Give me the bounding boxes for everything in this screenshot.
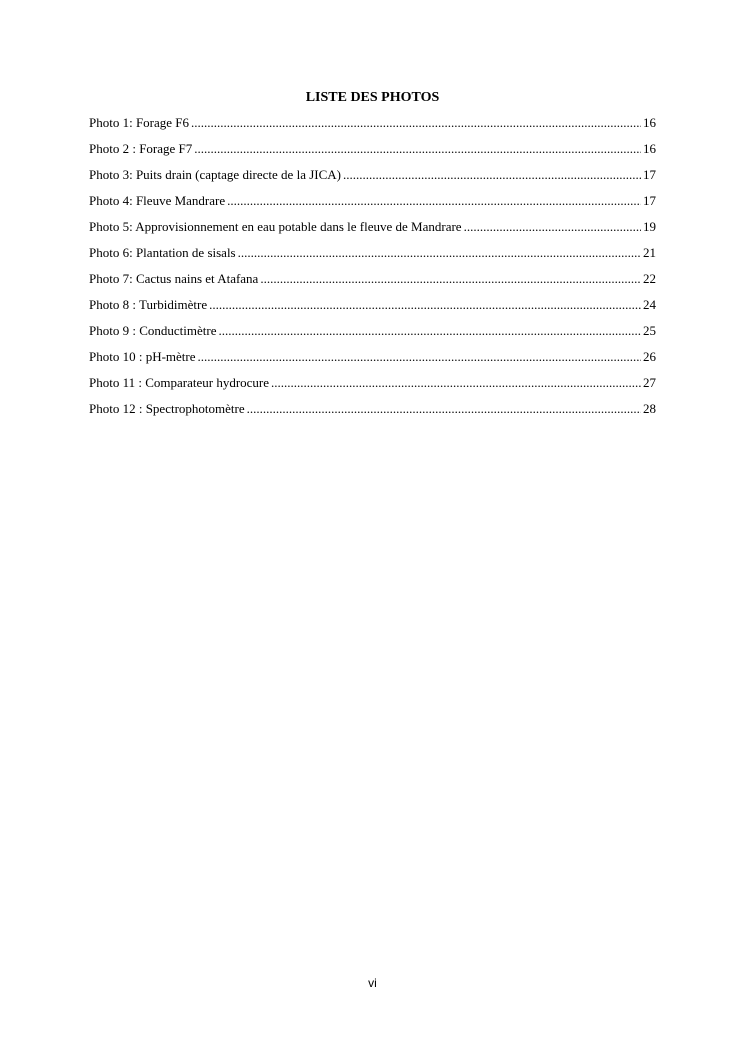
toc-entry[interactable] (89, 296, 656, 322)
dot-leader (464, 218, 641, 236)
page-title: LISTE DES PHOTOS (305, 90, 440, 105)
dot-leader (271, 374, 641, 392)
toc-entry[interactable] (89, 140, 656, 166)
toc-entry-page: 16 (643, 141, 656, 156)
dot-leader (227, 192, 641, 210)
toc-entry-page: 19 (643, 219, 656, 234)
toc-entry[interactable] (89, 400, 656, 426)
toc-entry-page: 24 (643, 297, 656, 312)
toc-entry-label: Photo 2 : Forage F7 (89, 141, 193, 156)
toc-entry-page: 16 (643, 115, 656, 130)
toc-entry[interactable] (89, 192, 656, 218)
dot-leader (343, 166, 641, 184)
toc-entry-page: 17 (643, 167, 656, 182)
dot-leader (194, 140, 641, 158)
toc-entry[interactable] (89, 270, 656, 296)
toc-entry-label: Photo 12 : Spectrophotomètre (89, 401, 245, 416)
toc-entry[interactable] (89, 114, 656, 140)
toc-entry[interactable] (89, 218, 656, 244)
dot-leader (247, 400, 641, 418)
toc-entry-page: 28 (643, 401, 656, 416)
toc-entry-label: Photo 10 : pH-mètre (89, 349, 196, 364)
toc-entry-label: Photo 6: Plantation de sisals (89, 245, 236, 260)
toc-entry-label: Photo 1: Forage F6 (89, 115, 190, 130)
toc-entry[interactable] (89, 374, 656, 400)
toc-entry-label: Photo 7: Cactus nains et Atafana (89, 271, 259, 286)
photo-list (89, 114, 656, 426)
toc-entry-label: Photo 9 : Conductimètre (89, 323, 217, 338)
dot-leader (260, 270, 641, 288)
toc-entry-label: Photo 3: Puits drain (captage directe de la JICA) (89, 167, 341, 182)
toc-entry-page: 27 (643, 375, 656, 390)
dot-leader (198, 348, 641, 366)
dot-leader (209, 296, 641, 314)
toc-entry[interactable] (89, 322, 656, 348)
toc-entry-page: 21 (643, 245, 656, 260)
toc-entry[interactable] (89, 166, 656, 192)
toc-entry-page: 26 (643, 349, 656, 364)
dot-leader (218, 322, 641, 340)
toc-entry-label: Photo 11 : Comparateur hydrocure (89, 375, 270, 390)
dot-leader (191, 114, 641, 132)
page-number: vi (368, 976, 377, 990)
toc-entry-page: 22 (643, 271, 656, 286)
toc-entry[interactable] (89, 348, 656, 374)
toc-entry-label: Photo 4: Fleuve Mandrare (89, 193, 226, 208)
toc-entry[interactable] (89, 244, 656, 270)
toc-entry-page: 25 (643, 323, 656, 338)
toc-entry-page: 17 (643, 193, 656, 208)
toc-entry-label: Photo 8 : Turbidimètre (89, 297, 208, 312)
toc-entry-label: Photo 5: Approvisionnement en eau potable dans le fleuve de Mandrare (89, 219, 462, 234)
dot-leader (238, 244, 641, 262)
